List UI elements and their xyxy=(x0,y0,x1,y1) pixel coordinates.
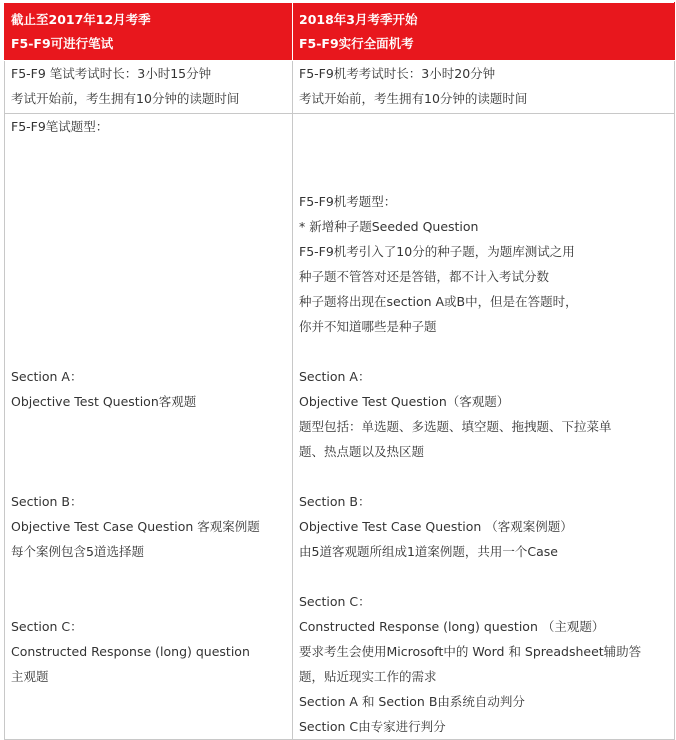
new-section-a-desc: Objective Test Question（客观题） xyxy=(299,394,510,409)
header-old-line-1: 截止至2017年12月考季 xyxy=(11,12,151,27)
old-duration-text: F5-F9 笔试考试时长：3小时15分钟 xyxy=(11,66,212,81)
new-question-types-cell xyxy=(293,114,675,740)
seeded-question-line-4: 你并不知道哪些是种子题 xyxy=(299,319,437,334)
header-new-format xyxy=(293,3,675,61)
new-section-c-note-2: 题，贴近现实工作的需求 xyxy=(299,669,437,684)
new-section-a-title: Section A： xyxy=(299,369,371,384)
new-section-a-types-2: 题、热点题以及热区题 xyxy=(299,444,425,459)
old-section-c-desc: Constructed Response (long) question xyxy=(11,644,250,659)
header-new-line-1: 2018年3月考季开始 xyxy=(299,12,418,27)
question-types-row xyxy=(5,114,675,740)
grading-ab-text: Section A 和 Section B由系统自动判分 xyxy=(299,694,525,709)
seeded-question-line-3: 种子题将出现在section A或B中，但是在答题时， xyxy=(299,294,578,309)
old-section-a-desc: Objective Test Question客观题 xyxy=(11,394,197,409)
new-section-c-note-1: 要求考生会使用Microsoft中的 Word 和 Spreadsheet辅助答 xyxy=(299,644,642,659)
new-section-b-title: Section B： xyxy=(299,494,371,509)
old-question-types-cell xyxy=(5,114,293,740)
new-question-types-title: F5-F9机考题型： xyxy=(299,194,397,209)
seeded-question-title: * 新增种子题Seeded Question xyxy=(299,219,479,234)
seeded-question-line-2: 种子题不管答对还是答错，都不计入考试分数 xyxy=(299,269,550,284)
new-section-a-types-1: 题型包括：单选题、多选题、填空题、拖拽题、下拉菜单 xyxy=(299,419,612,434)
old-duration-cell xyxy=(5,61,293,114)
old-section-c-note: 主观题 xyxy=(11,669,49,684)
new-section-c-desc: Constructed Response (long) question （主观题） xyxy=(299,619,605,634)
seeded-question-line-1: F5-F9机考引入了10分的种子题，为题库测试之用 xyxy=(299,244,575,259)
grading-c-text: Section C由专家进行判分 xyxy=(299,719,446,734)
new-section-b-note: 由5道客观题所组成1道案例题，共用一个Case xyxy=(299,544,558,559)
old-section-c-title: Section C： xyxy=(11,619,83,634)
header-old-line-2: F5-F9可进行笔试 xyxy=(11,36,114,51)
old-question-types-title: F5-F9笔试题型： xyxy=(11,119,109,134)
new-section-c-title: Section C： xyxy=(299,594,371,609)
comparison-table xyxy=(4,2,675,740)
old-reading-time-text: 考试开始前，考生拥有10分钟的读题时间 xyxy=(11,91,240,106)
new-section-b-desc: Objective Test Case Question （客观案例题） xyxy=(299,519,573,534)
header-new-line-2: F5-F9实行全面机考 xyxy=(299,36,414,51)
new-duration-text: F5-F9机考考试时长：3小时20分钟 xyxy=(299,66,496,81)
old-section-b-note: 每个案例包含5道选择题 xyxy=(11,544,144,559)
new-reading-time-text: 考试开始前，考生拥有10分钟的读题时间 xyxy=(299,91,528,106)
old-section-b-desc: Objective Test Case Question 客观案例题 xyxy=(11,519,260,534)
old-section-b-title: Section B： xyxy=(11,494,83,509)
new-duration-cell xyxy=(293,61,675,114)
old-section-a-title: Section A： xyxy=(11,369,83,384)
header-row xyxy=(5,3,675,61)
duration-row xyxy=(5,61,675,114)
header-old-format xyxy=(5,3,293,61)
